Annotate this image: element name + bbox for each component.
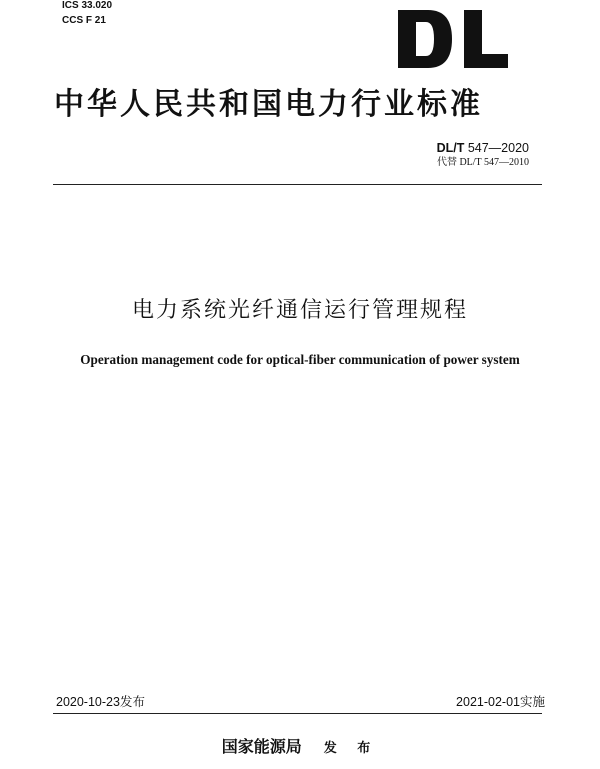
replaces-standard: 代替 DL/T 547—2010	[436, 157, 529, 168]
document-title-zh: 电力系统光纤通信运行管理规程	[131, 298, 468, 323]
ccs-code: CCS F 21	[62, 15, 106, 26]
org-title: 中华人民共和国电力行业标准	[54, 87, 483, 122]
dl-logo	[394, 6, 510, 72]
ics-code: ICS 33.020	[62, 0, 113, 11]
implementation-date: 2021-02-01实施	[456, 695, 545, 709]
standard-code: DL/T	[436, 141, 465, 155]
standard-year-number: 547—2020	[467, 141, 529, 155]
document-title-en: Operation management code for optical-fiber communication of power system	[80, 352, 520, 367]
top-divider	[53, 184, 542, 185]
issue-date: 2020-10-23发布	[56, 695, 145, 709]
publisher-name: 国家能源局	[221, 737, 302, 756]
publisher-line	[0, 736, 600, 760]
standard-number	[437, 140, 529, 156]
bottom-divider	[53, 713, 542, 714]
publish-label: 发 布	[323, 741, 379, 756]
